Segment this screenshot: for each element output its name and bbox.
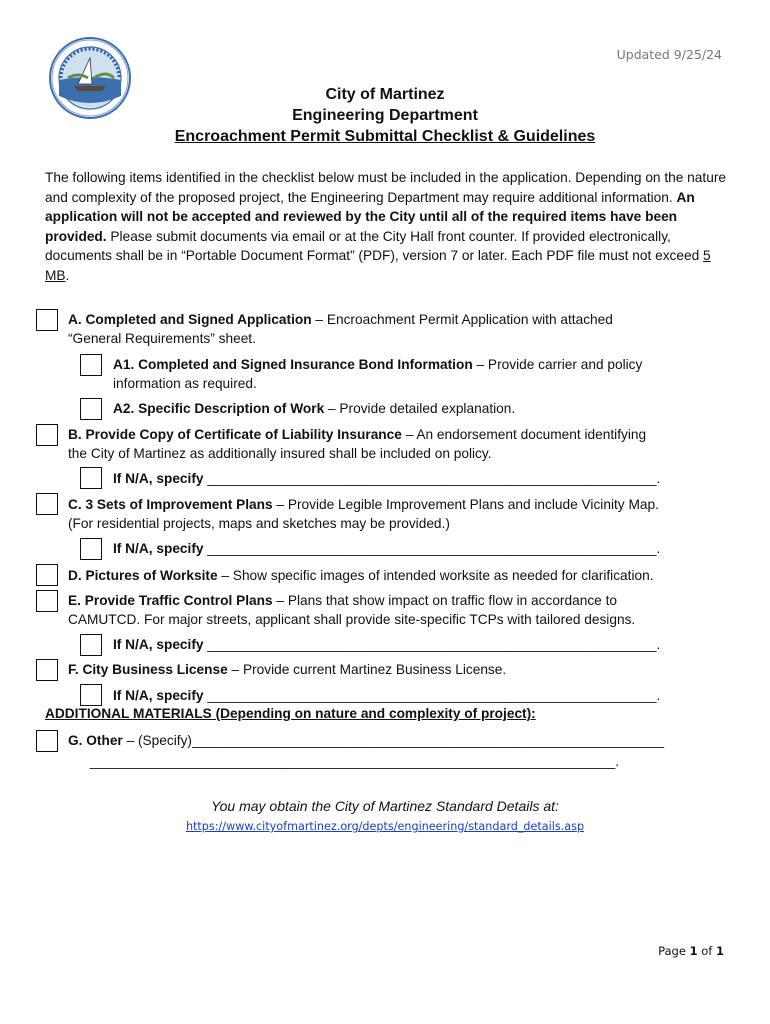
updated-date: Updated 9/25/24 — [616, 47, 722, 62]
additional-materials-heading: ADDITIONAL MATERIALS (Depending on nature and complexity of project): — [45, 706, 536, 721]
item-b-title: B. Provide Copy of Certificate of Liability Insurance — [68, 427, 402, 442]
standard-details-link[interactable]: https://www.cityofmartinez.org/depts/engineering/standard_details.asp — [185, 820, 585, 833]
item-f-na-blank[interactable]: ___________________________________________________________. — [203, 688, 661, 703]
item-b-na-line — [113, 469, 660, 489]
header-department: Engineering Department — [292, 107, 478, 124]
item-a-line2: “General Requirements” sheet. — [68, 331, 256, 346]
item-b-line1 — [68, 425, 646, 445]
item-c-na-line — [113, 539, 660, 559]
item-d-title: D. Pictures of Worksite — [68, 568, 218, 583]
checkbox-item-b-na[interactable] — [80, 467, 102, 489]
item-a2-desc: – Provide detailed explanation. — [324, 401, 516, 416]
intro-end: . — [65, 267, 70, 283]
item-g-desc[interactable]: – (Specify)______________________________________________________________ — [122, 733, 664, 748]
item-b-na-blank[interactable]: ___________________________________________________________. — [203, 471, 661, 486]
item-a1-line2: information as required. — [113, 376, 257, 391]
item-f-desc: – Provide current Martinez Business License. — [227, 662, 507, 677]
page-of: of — [697, 944, 716, 958]
item-c-desc: – Provide Legible Improvement Plans and include Vicinity Map. — [272, 497, 659, 512]
item-c-title: C. 3 Sets of Improvement Plans — [68, 497, 273, 512]
item-b-line2: the City of Martinez as additionally insured shall be included on policy. — [68, 446, 492, 461]
item-c-na-blank[interactable]: ___________________________________________________________. — [203, 541, 661, 556]
item-a-line1 — [68, 310, 613, 330]
checkbox-item-g[interactable] — [36, 730, 58, 752]
item-b-na-label: If N/A, specify — [113, 471, 204, 486]
checkbox-item-c-na[interactable] — [80, 538, 102, 560]
item-e-na-blank[interactable]: ___________________________________________________________. — [203, 637, 661, 652]
item-a2-title: A2. Specific Description of Work — [113, 401, 325, 416]
intro-text-2: Please submit documents via email or at the City Hall front counter. If provided electronically, documents shall be in “Portable Document Format” (PDF), version 7 or later. Each PDF file must not exceed — [45, 228, 704, 264]
checkbox-item-a[interactable] — [36, 309, 58, 331]
item-e-na-label: If N/A, specify — [113, 637, 204, 652]
checkbox-item-a2[interactable] — [80, 398, 102, 420]
item-f-na-line — [113, 686, 660, 706]
item-a-title: A. Completed and Signed Application — [68, 312, 312, 327]
item-e-desc: – Plans that show impact on traffic flow in accordance to — [272, 593, 618, 608]
page-total: 1 — [715, 944, 724, 958]
item-e-line1 — [68, 591, 617, 611]
intro-bold-notice: An application will not be accepted and reviewed by the City until all of the required items have been provided. — [45, 189, 695, 244]
page-number — [658, 944, 724, 958]
checkbox-item-e-na[interactable] — [80, 634, 102, 656]
item-e-title: E. Provide Traffic Control Plans — [68, 593, 273, 608]
item-f-na-label: If N/A, specify — [113, 688, 204, 703]
item-a-desc: – Encroachment Permit Application with attached — [311, 312, 613, 327]
document-header — [0, 84, 770, 147]
item-a1-line1 — [113, 355, 642, 375]
item-c-line1 — [68, 495, 659, 515]
header-city: City of Martinez — [325, 86, 445, 103]
item-a2-line1 — [113, 399, 515, 419]
checkbox-item-e[interactable] — [36, 590, 58, 612]
item-a1-desc: – Provide carrier and policy — [472, 357, 643, 372]
item-d-line1 — [68, 566, 654, 586]
intro-text-1: The following items identified in the checklist below must be included in the application. Depending on the nature and complexity of the proposed project, the Engineering Department may require additional information. — [45, 170, 726, 205]
item-f-title: F. City Business License — [68, 662, 228, 677]
document-title: Encroachment Permit Submittal Checklist & Guidelines — [174, 128, 596, 145]
file-size-limit: 5 MB — [45, 248, 711, 283]
checkbox-item-d[interactable] — [36, 564, 58, 586]
checkbox-item-f[interactable] — [36, 659, 58, 681]
item-g-line2[interactable]: _____________________________________________________________________. — [90, 754, 620, 769]
item-g-title: G. Other — [68, 733, 123, 748]
checkbox-item-c[interactable] — [36, 493, 58, 515]
item-a1-title: A1. Completed and Signed Insurance Bond Information — [113, 357, 473, 372]
item-f-line1 — [68, 660, 506, 680]
item-d-desc: – Show specific images of intended worksite as needed for clarification. — [217, 568, 654, 583]
item-b-desc: – An endorsement document identifying — [401, 427, 647, 442]
standard-details-note: You may obtain the City of Martinez Standard Details at: — [211, 798, 559, 814]
item-e-na-line — [113, 635, 660, 655]
checkbox-item-f-na[interactable] — [80, 684, 102, 706]
item-c-na-label: If N/A, specify — [113, 541, 204, 556]
item-c-line2: (For residential projects, maps and sketches may be provided.) — [68, 516, 450, 531]
checkbox-item-b[interactable] — [36, 424, 58, 446]
item-g-line1 — [68, 731, 664, 751]
item-e-line2: CAMUTCD. For major streets, applicant shall provide site-specific TCPs with tailored designs. — [68, 612, 636, 627]
checkbox-item-a1[interactable] — [80, 354, 102, 376]
page-prefix: Page — [658, 944, 690, 958]
page-current: 1 — [689, 944, 698, 958]
intro-paragraph — [45, 168, 727, 286]
